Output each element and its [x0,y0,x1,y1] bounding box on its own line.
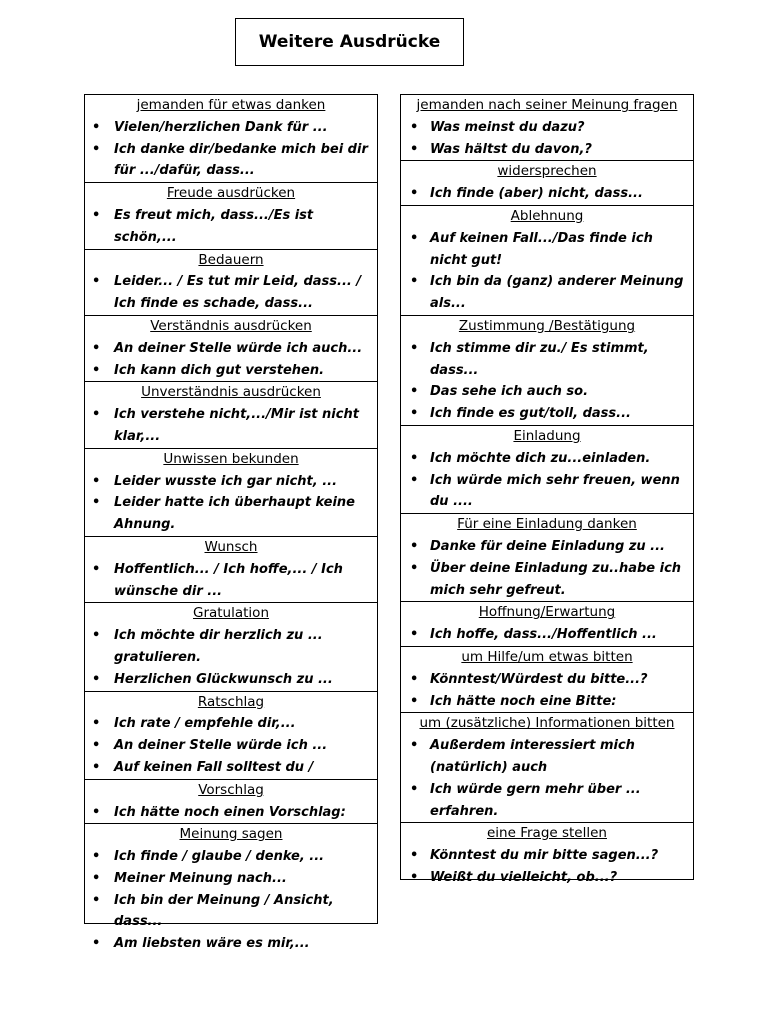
phrase-item: • Könntest/Würdest du bitte...? [401,669,693,691]
phrase-item: • Ich stimme dir zu./ Es stimmt, dass... [401,338,693,382]
phrase-item: • Könntest du mir bitte sagen...? [401,845,693,867]
phrase-item: • Ich finde es gut/toll, dass... [401,403,693,425]
section-heading: Vorschlag [198,781,264,798]
section-heading: Gratulation [192,605,270,622]
phrase-section [401,646,693,712]
phrase-section [401,822,693,888]
phrase-item: • Danke für deine Einladung zu ... [401,536,693,558]
phrase-section [85,602,377,690]
phrase-item: • Ich hätte noch eine Bitte: [401,691,693,713]
section-heading: widersprechen [497,163,597,180]
phrase-section [85,448,377,536]
phrase-section [401,712,693,822]
phrase-item: • An deiner Stelle würde ich auch... [85,338,377,360]
phrase-section [401,205,693,315]
right-column [400,94,694,885]
phrase-section [85,315,377,381]
section-heading: Meinung sagen [179,826,283,843]
section-heading: jemanden nach seiner Meinung fragen [416,97,678,113]
phrase-item: • An deiner Stelle würde ich ... [85,735,377,757]
phrase-section [401,95,693,160]
phrase-section [401,160,693,205]
section-heading: eine Frage stellen [487,825,607,842]
phrase-item: • Ich finde (aber) nicht, dass... [401,183,693,205]
phrase-item: • Vielen/herzlichen Dank für ... [85,117,377,139]
phrase-item: • Es freut mich, dass.../Es ist schön,... [85,205,377,249]
section-heading: Bedauern [198,251,264,268]
phrase-item: • Ich rate / empfehle dir,... [85,713,377,735]
phrase-list [401,448,693,513]
phrase-list [85,338,377,382]
phrase-list [401,624,693,646]
phrase-list [401,183,693,205]
section-heading: Hoffnung/Erwartung [478,604,616,621]
phrase-item: • Ich bin der Meinung / Ansicht, dass... [85,890,377,934]
page-title: Weitere Ausdrücke [235,18,464,66]
phrase-list [85,205,377,249]
phrase-item: • Das sehe ich auch so. [401,381,693,403]
phrase-item: • Ich hätte noch einen Vorschlag: [85,802,377,824]
phrase-item: • Ich hoffe, dass.../Hoffentlich ... [401,624,693,646]
phrase-item: • Meiner Meinung nach... [85,868,377,890]
phrase-item: • Ich verstehe nicht,.../Mir ist nicht klar,... [85,404,377,448]
section-heading: Einladung [513,427,581,444]
phrase-section [85,823,377,955]
section-heading: Ablehnung [510,207,584,224]
phrase-item: • Auf keinen Fall solltest du / [85,757,377,779]
phrase-list [401,735,693,822]
phrase-item: • Auf keinen Fall.../Das finde ich nicht gut! [401,228,693,272]
section-heading: um Hilfe/um etwas bitten [461,648,633,665]
phrase-section [85,381,377,447]
phrase-item: • Außerdem interessiert mich (natürlich) auch [401,735,693,779]
section-heading: Unwissen bekunden [163,450,299,467]
phrase-item: • Leider hatte ich überhaupt keine Ahnung. [85,492,377,536]
phrase-item: • Herzlichen Glückwunsch zu ... [85,669,377,691]
phrase-section [85,95,377,182]
phrase-item: • Ich würde gern mehr über ... erfahren. [401,779,693,823]
phrase-list [85,117,377,182]
phrase-item: • Am liebsten wäre es mir,... [85,933,377,955]
phrase-item: • Ich finde / glaube / denke, ... [85,846,377,868]
phrase-list [401,845,693,889]
phrase-list [85,559,377,603]
phrase-list [401,228,693,315]
section-heading: Verständnis ausdrücken [150,317,312,334]
phrase-list [85,471,377,536]
phrase-section [401,315,693,425]
phrase-item: • Hoffentlich... / Ich hoffe,... / Ich wünsche dir ... [85,559,377,603]
phrase-section [85,536,377,602]
phrase-section [85,249,377,315]
phrase-list [85,625,377,690]
phrase-item: • Ich würde mich sehr freuen, wenn du .... [401,470,693,514]
left-column [84,94,378,952]
section-heading: um (zusätzliche) Informationen bitten [419,715,675,732]
phrase-item: • Was hältst du davon,? [401,139,693,161]
section-heading: Wunsch [204,538,258,555]
phrase-item: • Leider... / Es tut mir Leid, dass... / Ich finde es schade, dass... [85,271,377,315]
phrase-section [85,691,377,779]
phrase-section [85,779,377,824]
phrase-section [401,513,693,601]
phrase-list [85,846,377,955]
section-heading: Unverständnis ausdrücken [141,384,321,401]
phrase-section [85,182,377,248]
phrase-list [401,669,693,713]
phrase-item: • Über deine Einladung zu..habe ich mich sehr gefreut. [401,558,693,602]
phrase-list [85,404,377,448]
phrase-section [401,425,693,513]
phrase-section [401,601,693,646]
phrase-list [401,536,693,601]
phrase-list [401,338,693,425]
phrase-item: • Ich kann dich gut verstehen. [85,360,377,382]
phrase-item: • Ich danke dir/bedanke mich bei dir für .../dafür, dass... [85,139,377,183]
phrase-item: • Ich bin da (ganz) anderer Meinung als... [401,271,693,315]
phrase-list [401,117,693,161]
section-heading: Ratschlag [197,693,265,710]
section-heading: Für eine Einladung danken [457,516,637,533]
phrase-list [85,713,377,778]
section-heading: Zustimmung /Bestätigung [458,317,636,334]
phrase-item: • Ich möchte dir herzlich zu ... gratulieren. [85,625,377,669]
phrase-item: • Weißt du vielleicht, ob...? [401,867,693,889]
section-heading: Freude ausdrücken [166,185,296,202]
phrase-item: • Was meinst du dazu? [401,117,693,139]
phrase-item: • Leider wusste ich gar nicht, ... [85,471,377,493]
phrase-item: • Ich möchte dich zu...einladen. [401,448,693,470]
phrase-list [85,802,377,824]
phrase-list [85,271,377,315]
section-heading: jemanden für etwas danken [136,97,326,113]
